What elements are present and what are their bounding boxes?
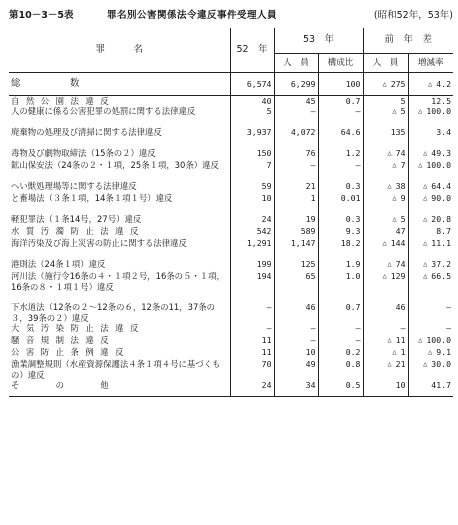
table-row	[9, 323, 453, 335]
row-ratio: 9.3	[318, 226, 363, 238]
row-rate-value: 41.7	[431, 380, 452, 391]
column-header-diff: 前 年 差	[363, 28, 453, 54]
row-rate	[408, 347, 453, 359]
row-rate	[408, 359, 453, 380]
row-diff-value: 5	[400, 96, 406, 106]
row-diff-value: 1	[400, 347, 406, 358]
decrease-mark: △	[392, 107, 397, 116]
decrease-mark: △	[382, 272, 387, 281]
row-offense-name: 公害防止条例違反	[11, 347, 130, 358]
row-diff-value: 10	[395, 380, 406, 391]
decrease-mark: △	[423, 215, 428, 224]
table-row	[9, 148, 453, 160]
row-diff	[363, 259, 408, 271]
row-rate	[408, 335, 453, 347]
row-1977-count: 542	[230, 226, 274, 238]
decrease-mark: △	[387, 149, 392, 158]
row-rate	[408, 127, 453, 148]
decrease-mark: △	[392, 215, 397, 224]
table-row	[9, 160, 453, 181]
row-ratio: 0.8	[318, 359, 363, 380]
row-diff-value: 38	[395, 181, 406, 192]
row-rate-value: 66.5	[431, 271, 452, 282]
row-diff	[363, 106, 408, 127]
row-1977-count: 10	[230, 193, 274, 214]
row-ratio: —	[318, 106, 363, 127]
row-rate	[408, 160, 453, 181]
decrease-mark: △	[423, 260, 428, 269]
row-1978-count: 21	[274, 181, 318, 193]
row-rate	[408, 214, 453, 226]
row-1978-count: 1,147	[274, 238, 318, 259]
row-diff	[363, 238, 408, 259]
row-offense-name: 毒物及び劇物取締法（15条の２）違反	[11, 148, 156, 159]
decrease-mark: △	[387, 182, 392, 191]
row-rate	[408, 96, 453, 107]
row-rate	[408, 271, 453, 302]
row-1977-count: 7	[230, 160, 274, 181]
table-row	[9, 347, 453, 359]
table-body	[9, 73, 453, 397]
row-rate-value: 8.7	[436, 226, 452, 237]
row-ratio: —	[318, 323, 363, 335]
row-offense-name: 海洋汚染及び海上災害の防止に関する法律違反	[11, 238, 187, 249]
row-rate	[408, 238, 453, 259]
row-diff	[363, 323, 408, 335]
decrease-mark: △	[423, 360, 428, 369]
row-diff	[363, 96, 408, 107]
row-rate	[408, 323, 453, 335]
row-offense-name: 人の健康に係る公害犯罪の処罰に関する法律違反	[11, 106, 196, 117]
decrease-mark: △	[382, 239, 387, 248]
decrease-mark: △	[392, 161, 397, 170]
row-ratio: 0.01	[318, 193, 363, 214]
decrease-mark: △	[418, 107, 423, 116]
row-1978-count: 10	[274, 347, 318, 359]
row-offense-name: そ の 他	[11, 380, 116, 391]
row-diff	[363, 214, 408, 226]
row-1978-count: 125	[274, 259, 318, 271]
decrease-mark: △	[392, 348, 397, 357]
decrease-mark: △	[382, 79, 387, 88]
row-rate-value: 9.1	[436, 347, 452, 358]
decrease-mark: △	[387, 336, 392, 345]
row-ratio: —	[318, 335, 363, 347]
decrease-mark: △	[428, 79, 433, 88]
row-diff	[363, 359, 408, 380]
table-row	[9, 335, 453, 347]
row-ratio: 0.2	[318, 347, 363, 359]
row-1978-count: —	[274, 335, 318, 347]
row-diff-value: 135	[390, 127, 406, 138]
row-offense-name: 大気汚染防止法違反	[11, 323, 145, 334]
table-row	[9, 181, 453, 193]
decrease-mark: △	[418, 161, 423, 170]
table-row	[9, 127, 453, 148]
table-row	[9, 380, 453, 396]
row-diff	[363, 160, 408, 181]
row-diff-value: 11	[395, 335, 406, 346]
row-diff-value: —	[400, 323, 406, 334]
row-diff	[363, 127, 408, 148]
row-diff	[363, 335, 408, 347]
row-1977-count: 150	[230, 148, 274, 160]
row-offense-name: 騒音規制法違反	[11, 335, 116, 346]
decrease-mark: △	[423, 272, 428, 281]
row-1977-count: —	[230, 323, 274, 335]
table-period: (昭和52年，53年)	[373, 10, 453, 21]
row-rate	[408, 106, 453, 127]
row-1977-count: 70	[230, 359, 274, 380]
table-number: 第10－3－5表	[9, 10, 74, 21]
row-ratio: 0.3	[318, 214, 363, 226]
row-1977-count: —	[230, 302, 274, 323]
row-diff-value: 129	[390, 271, 406, 282]
column-header-1978: 53 年	[274, 28, 363, 54]
total-rate: △ 4.2	[408, 73, 453, 96]
table-title: 罪名別公害関係法令違反事件受理人員	[107, 10, 278, 21]
table-row	[9, 271, 453, 302]
row-1977-count: 199	[230, 259, 274, 271]
row-rate	[408, 259, 453, 271]
row-rate-value: 37.2	[431, 259, 452, 270]
row-diff-value: 144	[390, 238, 406, 249]
row-diff	[363, 193, 408, 214]
decrease-mark: △	[418, 336, 423, 345]
row-1978-count: 589	[274, 226, 318, 238]
table-row	[9, 238, 453, 259]
row-diff	[363, 380, 408, 396]
row-rate-value: 11.1	[431, 238, 452, 249]
row-rate-value: 64.4	[431, 181, 452, 192]
column-header-1977: 52 年	[230, 28, 274, 73]
table-row	[9, 302, 453, 323]
row-ratio: 1.0	[318, 271, 363, 302]
total-label: 総 数	[9, 73, 230, 96]
row-1978-count: 4,072	[274, 127, 318, 148]
row-1977-count: 5	[230, 106, 274, 127]
row-rate-value: 100.0	[426, 106, 452, 117]
row-diff-value: 9	[400, 193, 406, 204]
row-diff	[363, 226, 408, 238]
decrease-mark: △	[423, 182, 428, 191]
row-offense-name: 軽犯罪法（１条14号，27号）違反	[11, 214, 142, 225]
row-diff-value: 74	[395, 148, 406, 159]
decrease-mark: △	[392, 194, 397, 203]
decrease-mark: △	[428, 348, 433, 357]
row-1977-count: 1,291	[230, 238, 274, 259]
row-ratio: 0.3	[318, 181, 363, 193]
row-offense-name: 下水道法（12条の２～12条の６，12条の11，37条の３，39条の２）違反	[11, 302, 216, 323]
row-1978-count: 34	[274, 380, 318, 396]
row-1977-count: 11	[230, 347, 274, 359]
row-rate-value: 30.0	[431, 359, 452, 370]
decrease-mark: △	[423, 239, 428, 248]
row-diff	[363, 181, 408, 193]
row-1977-count: 24	[230, 214, 274, 226]
row-1978-count: 65	[274, 271, 318, 302]
table-row	[9, 96, 453, 107]
row-1978-count: 45	[274, 96, 318, 107]
table-row	[9, 226, 453, 238]
column-header-diff-persons: 人 員	[363, 54, 408, 73]
decrease-mark: △	[423, 149, 428, 158]
row-1978-count: —	[274, 323, 318, 335]
row-1978-count: 19	[274, 214, 318, 226]
table-row	[9, 106, 453, 127]
row-ratio: 64.6	[318, 127, 363, 148]
row-rate-value: —	[446, 302, 452, 313]
table-row	[9, 359, 453, 380]
table-title-line	[9, 5, 453, 21]
row-rate-value: 90.0	[431, 193, 452, 204]
row-1978-count: —	[274, 106, 318, 127]
decrease-mark: △	[387, 360, 392, 369]
row-rate-value: 20.8	[431, 214, 452, 225]
row-offense-name: 廃棄物の処理及び清掃に関する法律違反	[11, 127, 162, 138]
row-1977-count: 24	[230, 380, 274, 396]
row-rate	[408, 302, 453, 323]
row-offense-name: 港則法（24条１項）違反	[11, 259, 106, 270]
total-1978: 6,299	[274, 73, 318, 96]
row-diff	[363, 271, 408, 302]
row-offense-name: 水質汚濁防止法違反	[11, 226, 145, 237]
column-header-rate: 増減率	[408, 54, 453, 73]
row-diff-value: 74	[395, 259, 406, 270]
row-diff-value: 5	[400, 106, 406, 117]
row-diff	[363, 302, 408, 323]
total-1977: 6,574	[230, 73, 274, 96]
row-diff-value: 46	[395, 302, 406, 313]
column-header-category: 罪 名	[9, 28, 230, 73]
row-diff-value: 47	[395, 226, 406, 237]
table-row	[9, 193, 453, 214]
row-offense-name: 河川法（施行令16条の４・１項２号，16条の５・１項，16条の８・１項１号）違反	[11, 271, 225, 292]
column-header-ratio: 構成比	[318, 54, 363, 73]
decrease-mark: △	[423, 194, 428, 203]
row-rate	[408, 181, 453, 193]
row-diff-value: 5	[400, 214, 406, 225]
row-ratio: 18.2	[318, 238, 363, 259]
row-rate-value: 12.5	[431, 96, 452, 106]
total-row	[9, 73, 453, 96]
total-diff: △ 275	[363, 73, 408, 96]
row-rate-value: 3.4	[436, 127, 452, 138]
row-1978-count: 1	[274, 193, 318, 214]
row-1977-count: 11	[230, 335, 274, 347]
row-rate-value: —	[446, 323, 452, 334]
row-offense-name: と畜場法（３条１項，14条１項１号）違反	[11, 193, 173, 204]
row-diff-value: 21	[395, 359, 406, 370]
row-offense-name: 自然公園法違反	[11, 96, 116, 106]
row-diff	[363, 347, 408, 359]
row-1977-count: 40	[230, 96, 274, 107]
row-diff	[363, 148, 408, 160]
row-1978-count: 49	[274, 359, 318, 380]
total-ratio: 100	[318, 73, 363, 96]
row-rate	[408, 226, 453, 238]
decrease-mark: △	[387, 260, 392, 269]
table-row	[9, 259, 453, 271]
row-rate	[408, 148, 453, 160]
row-offense-name: 漁業調整規則（水産資源保護法４条１項４号に基づくもの）違反	[11, 359, 221, 380]
row-ratio: 1.2	[318, 148, 363, 160]
row-diff-value: 7	[400, 160, 406, 171]
row-1978-count: —	[274, 160, 318, 181]
row-ratio: —	[318, 160, 363, 181]
column-header-persons: 人 員	[274, 54, 318, 73]
table-row	[9, 214, 453, 226]
row-rate	[408, 193, 453, 214]
row-ratio: 0.7	[318, 96, 363, 107]
row-1977-count: 194	[230, 271, 274, 302]
row-rate-value: 49.3	[431, 148, 452, 159]
statistics-table	[9, 28, 453, 397]
row-ratio: 0.7	[318, 302, 363, 323]
row-rate	[408, 380, 453, 396]
row-1978-count: 46	[274, 302, 318, 323]
row-1977-count: 3,937	[230, 127, 274, 148]
row-rate-value: 100.0	[426, 335, 452, 346]
row-1978-count: 76	[274, 148, 318, 160]
row-offense-name: 鉱山保安法（24条の２・１項，25条１項，30条）違反	[11, 160, 219, 171]
row-rate-value: 100.0	[426, 160, 452, 171]
row-offense-name: へい獣処理場等に関する法律違反	[11, 181, 137, 192]
row-ratio: 1.9	[318, 259, 363, 271]
row-ratio: 0.5	[318, 380, 363, 396]
row-1977-count: 59	[230, 181, 274, 193]
